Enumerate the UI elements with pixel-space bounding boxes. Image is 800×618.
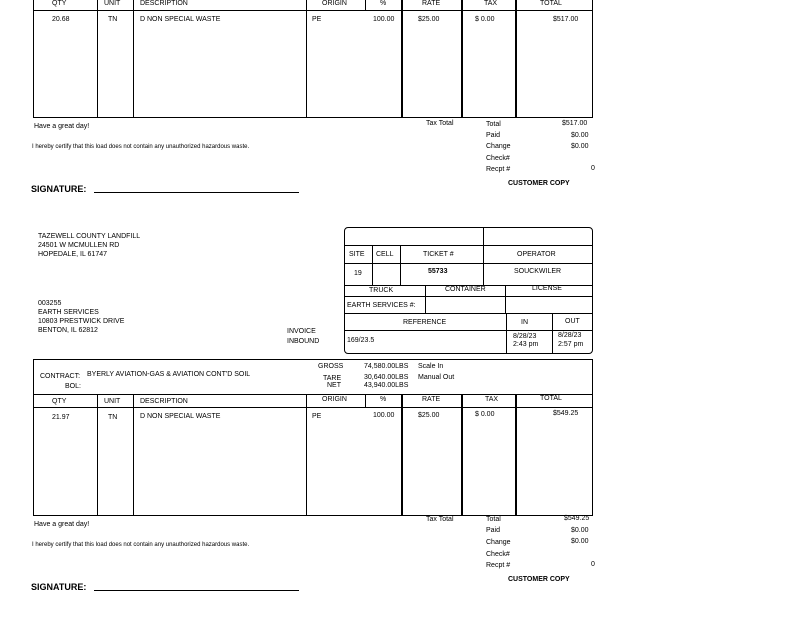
tax-total-label: Tax Total	[426, 120, 454, 127]
row-total: $517.00	[553, 16, 579, 23]
hdr-percent: %	[380, 396, 387, 403]
net-value: 43,940.00LBS	[364, 382, 409, 389]
hdr-percent: %	[380, 0, 387, 7]
operator-label: OPERATOR	[517, 251, 556, 258]
row-origin: PE	[312, 413, 322, 420]
in-time: 2:43 pm	[513, 341, 539, 348]
change-value: $0.00	[571, 143, 589, 150]
row-rate: $25.00	[418, 412, 440, 419]
tare-label: TARE	[323, 375, 342, 382]
contract-label: CONTRACT:	[40, 373, 81, 380]
out-date: 8/28/23	[558, 332, 582, 339]
row-total: $549.25	[553, 410, 579, 417]
ticket-number: 55733	[428, 268, 448, 275]
bottom-ticket-box	[33, 359, 593, 516]
total-value: $517.00	[562, 120, 588, 127]
paid-label: Paid	[486, 527, 501, 534]
customer-copy: CUSTOMER COPY	[508, 576, 570, 583]
recpt-value: 0	[591, 561, 595, 568]
site-label: SITE	[349, 251, 365, 258]
net-label: NET	[327, 382, 341, 389]
hdr-unit: UNIT	[104, 0, 121, 7]
gross-value: 74,580.00LBS	[364, 363, 409, 370]
row-origin: PE	[312, 16, 322, 23]
hdr-tax: TAX	[484, 0, 498, 7]
tare-value: 30,640.00LBS	[364, 374, 409, 381]
total-value: $549.25	[564, 515, 590, 522]
tax-total-label: Tax Total	[426, 516, 454, 523]
truck-value: EARTH SERVICES #:	[347, 302, 416, 309]
hdr-description: DESCRIPTION	[140, 0, 188, 7]
hdr-tax: TAX	[485, 396, 499, 403]
row-percent: 100.00	[373, 412, 395, 419]
out-label: OUT	[565, 318, 580, 325]
contract-value: BYERLY AVIATION-GAS & AVIATION CONT'D SOIL	[87, 371, 251, 378]
gross-note: Scale In	[418, 363, 444, 370]
certification: I hereby certify that this load does not contain any unauthorized hazardous waste.	[32, 144, 250, 150]
certification: I hereby certify that this load does not contain any unauthorized hazardous waste.	[32, 542, 250, 548]
hdr-total: TOTAL	[540, 0, 562, 7]
in-label: IN	[521, 319, 528, 326]
recpt-label: Recpt #	[486, 562, 511, 569]
paid-value: $0.00	[571, 527, 589, 534]
signature-label: SIGNATURE:	[31, 582, 87, 592]
signature-line	[94, 590, 299, 591]
reference-value: 169/23.5	[347, 337, 375, 344]
greeting: Have a great day!	[34, 123, 90, 130]
greeting: Have a great day!	[34, 521, 90, 528]
row-qty: 20.68	[52, 16, 70, 23]
customer-copy: CUSTOMER COPY	[508, 180, 570, 187]
hdr-rate: RATE	[422, 396, 441, 403]
change-label: Change	[486, 539, 511, 546]
in-date: 8/28/23	[513, 333, 537, 340]
row-tax: $ 0.00	[475, 411, 495, 418]
change-label: Change	[486, 143, 511, 150]
site-value: 19	[354, 270, 362, 277]
invoice-label: INVOICE	[287, 328, 316, 335]
operator-value: SOUCKWILER	[514, 268, 562, 275]
row-description: D NON SPECIAL WASTE	[140, 16, 221, 23]
row-description: D NON SPECIAL WASTE	[140, 413, 221, 420]
paid-value: $0.00	[571, 132, 589, 139]
recpt-value: 0	[591, 165, 595, 172]
total-label: Total	[486, 516, 501, 523]
license-label: LICENSE	[532, 285, 562, 292]
row-unit: TN	[108, 16, 118, 23]
hdr-qty: QTY	[52, 0, 67, 7]
cell-label: CELL	[376, 251, 394, 258]
hdr-rate: RATE	[422, 0, 441, 7]
hdr-origin: ORIGIN	[322, 0, 347, 7]
row-percent: 100.00	[373, 16, 395, 23]
hdr-unit: UNIT	[104, 398, 121, 405]
hdr-description: DESCRIPTION	[140, 398, 188, 405]
hdr-total: TOTAL	[540, 395, 562, 402]
check-label: Check#	[486, 155, 510, 162]
total-label: Total	[486, 121, 501, 128]
ticket-label: TICKET #	[423, 251, 454, 258]
recpt-label: Recpt #	[486, 166, 511, 173]
row-unit: TN	[108, 414, 118, 421]
row-qty: 21.97	[52, 414, 70, 421]
gross-label: GROSS	[318, 363, 344, 370]
out-time: 2:57 pm	[558, 341, 584, 348]
row-tax: $ 0.00	[475, 16, 495, 23]
inbound-label: INBOUND	[287, 338, 320, 345]
hdr-origin: ORIGIN	[322, 396, 347, 403]
paid-label: Paid	[486, 132, 501, 139]
signature-label: SIGNATURE:	[31, 184, 87, 194]
tare-note: Manual Out	[418, 374, 455, 381]
container-label: CONTAINER	[445, 286, 486, 293]
reference-label: REFERENCE	[403, 319, 447, 326]
truck-label: TRUCK	[369, 287, 394, 294]
signature-line	[94, 192, 299, 193]
hdr-qty: QTY	[52, 398, 67, 405]
bol-label: BOL:	[65, 383, 81, 390]
row-rate: $25.00	[418, 16, 440, 23]
check-label: Check#	[486, 551, 510, 558]
change-value: $0.00	[571, 538, 589, 545]
